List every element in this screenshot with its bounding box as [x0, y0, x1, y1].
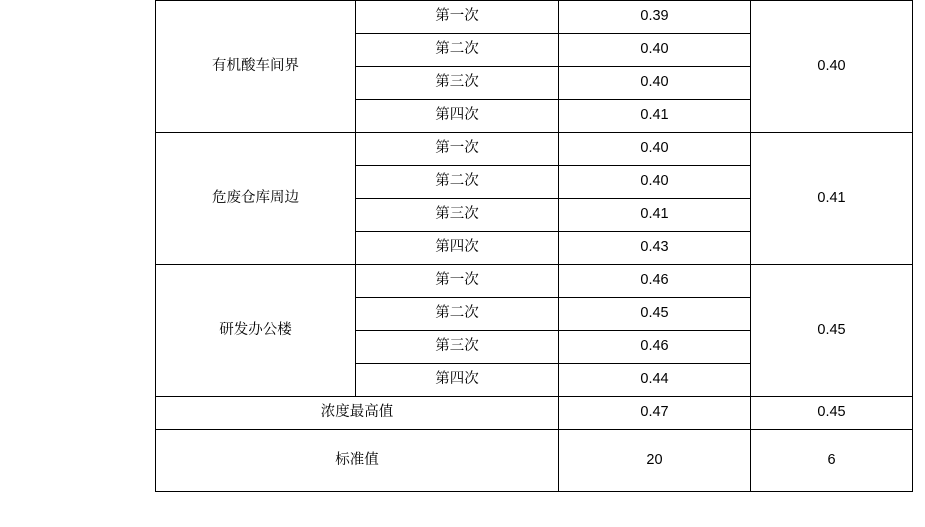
site-name-cell: 危废仓库周边: [156, 133, 356, 265]
round-cell: 第三次: [356, 199, 559, 232]
table-body: [156, 1, 913, 492]
value-cell: 0.46: [559, 265, 751, 298]
site-name-cell: 有机酸车间界: [156, 1, 356, 133]
round-cell: 第一次: [356, 1, 559, 34]
value-cell: 0.41: [559, 100, 751, 133]
table-row: [156, 265, 913, 298]
round-cell: 第四次: [356, 364, 559, 397]
round-cell: 第四次: [356, 232, 559, 265]
value-cell: 0.44: [559, 364, 751, 397]
round-cell: 第三次: [356, 331, 559, 364]
footer-value-cell: 0.47: [559, 397, 751, 430]
group-summary-cell: 0.41: [751, 133, 913, 265]
group-summary-cell: 0.45: [751, 265, 913, 397]
footer-value-cell: 0.45: [751, 397, 913, 430]
round-cell: 第二次: [356, 34, 559, 67]
round-cell: 第三次: [356, 67, 559, 100]
table-row: [156, 1, 913, 34]
round-cell: 第四次: [356, 100, 559, 133]
table-row: [156, 430, 913, 492]
value-cell: 0.39: [559, 1, 751, 34]
footer-label-cell: 浓度最高值: [156, 397, 559, 430]
round-cell: 第一次: [356, 133, 559, 166]
value-cell: 0.45: [559, 298, 751, 331]
footer-value-cell: 6: [751, 430, 913, 492]
round-cell: 第二次: [356, 298, 559, 331]
value-cell: 0.43: [559, 232, 751, 265]
value-cell: 0.40: [559, 133, 751, 166]
footer-value-cell: 20: [559, 430, 751, 492]
table-row: [156, 133, 913, 166]
value-cell: 0.40: [559, 166, 751, 199]
value-cell: 0.46: [559, 331, 751, 364]
monitoring-results-table: [155, 0, 913, 492]
round-cell: 第一次: [356, 265, 559, 298]
site-name-cell: 研发办公楼: [156, 265, 356, 397]
group-summary-cell: 0.40: [751, 1, 913, 133]
value-cell: 0.40: [559, 34, 751, 67]
value-cell: 0.40: [559, 67, 751, 100]
round-cell: 第二次: [356, 166, 559, 199]
footer-label-cell: 标准值: [156, 430, 559, 492]
table-row: [156, 397, 913, 430]
value-cell: 0.41: [559, 199, 751, 232]
